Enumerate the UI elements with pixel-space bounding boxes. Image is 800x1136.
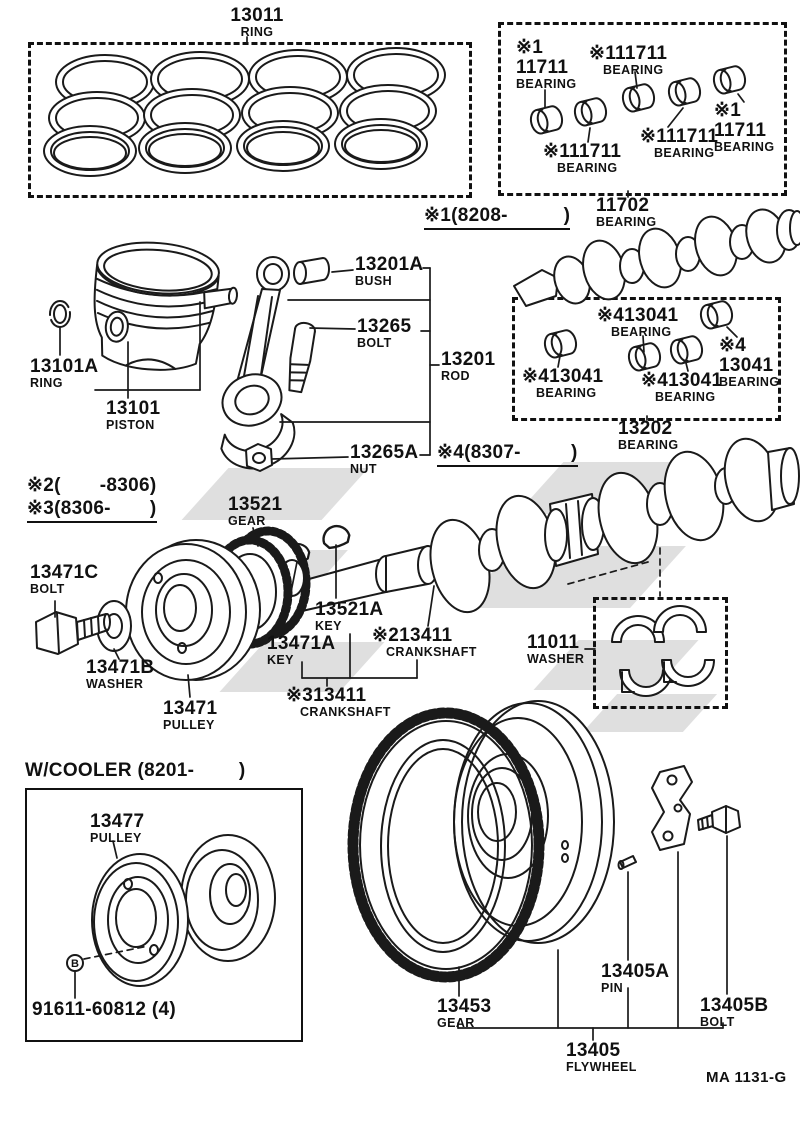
piston-ring-sets (44, 48, 445, 176)
note-8307: ※4(8307- ) (437, 441, 578, 467)
thrust-washers-drawing (612, 606, 714, 696)
label-313411: ※313411 CRANKSHAFT (286, 685, 391, 719)
label-13101A: 13101A RING (30, 356, 99, 390)
drawing-code: MA 1131-G (706, 1069, 787, 1086)
wcooler-pulley-drawing (92, 835, 275, 986)
label-213411: ※213411 CRANKSHAFT (372, 625, 477, 659)
label-13011: 13011 RING (230, 5, 284, 39)
label-13521A: 13521A KEY (315, 599, 384, 633)
label-91611: 91611-60812 (4) (32, 999, 176, 1020)
flywheel-pin-drawing (619, 856, 637, 869)
label-13521: 13521 GEAR (228, 494, 283, 528)
label-13471: 13471 PULLEY (163, 698, 218, 732)
flywheel-plate-drawing (652, 766, 692, 850)
wcooler-title: W/COOLER (8201- ) (25, 760, 246, 781)
flywheel-bolt-drawing (698, 806, 740, 833)
pulley-bolt-drawing (36, 612, 110, 654)
piston-snap-ring (50, 301, 70, 327)
label-13453: 13453 GEAR (437, 996, 492, 1030)
label-13477: 13477 PULLEY (90, 811, 145, 845)
label-11711-r: ※1 11711 BEARING (714, 100, 775, 154)
label-13201A: 13201A BUSH (355, 254, 424, 288)
piston-drawing (88, 238, 241, 377)
label-11702: 11702 BEARING (596, 195, 657, 229)
label-13201: 13201 ROD (441, 349, 496, 383)
label-13471A: 13471A KEY (267, 633, 336, 667)
label-13405B: 13405B BOLT (700, 995, 769, 1029)
label-13265A: 13265A NUT (350, 442, 419, 476)
label-13202: 13202 BEARING (618, 418, 679, 452)
rod-bolt-drawing (285, 322, 316, 393)
label-11711-bm: ※111711 BEARING (640, 126, 719, 160)
label-13041-r: ※4 13041 BEARING (719, 335, 780, 389)
label-13041-bl: ※413041 BEARING (522, 366, 604, 400)
label-13405: 13405 FLYWHEEL (566, 1040, 637, 1074)
label-13471B: 13471B WASHER (86, 657, 155, 691)
label-13041-bm: ※413041 BEARING (641, 370, 723, 404)
label-11711-bl: ※111711 BEARING (543, 141, 622, 175)
label-13101: 13101 PISTON (106, 398, 161, 432)
label-11011: 11011 WASHER (527, 632, 585, 666)
svg-text:B: B (71, 958, 79, 970)
label-13041-top: ※413041 BEARING (597, 305, 679, 339)
label-13471C: 13471C BOLT (30, 562, 99, 596)
note-8306a: ※2( -8306) (27, 475, 157, 496)
label-11711-tm: ※111711 BEARING (589, 43, 668, 77)
label-13265: 13265 BOLT (357, 316, 412, 350)
note-8306b: ※3(8306- ) (27, 497, 157, 523)
note-8208: ※1(8208- ) (424, 204, 570, 230)
label-13405A: 13405A PIN (601, 961, 670, 995)
rod-nut-drawing (246, 444, 272, 471)
label-11711-tl: ※1 11711 BEARING (516, 37, 577, 91)
